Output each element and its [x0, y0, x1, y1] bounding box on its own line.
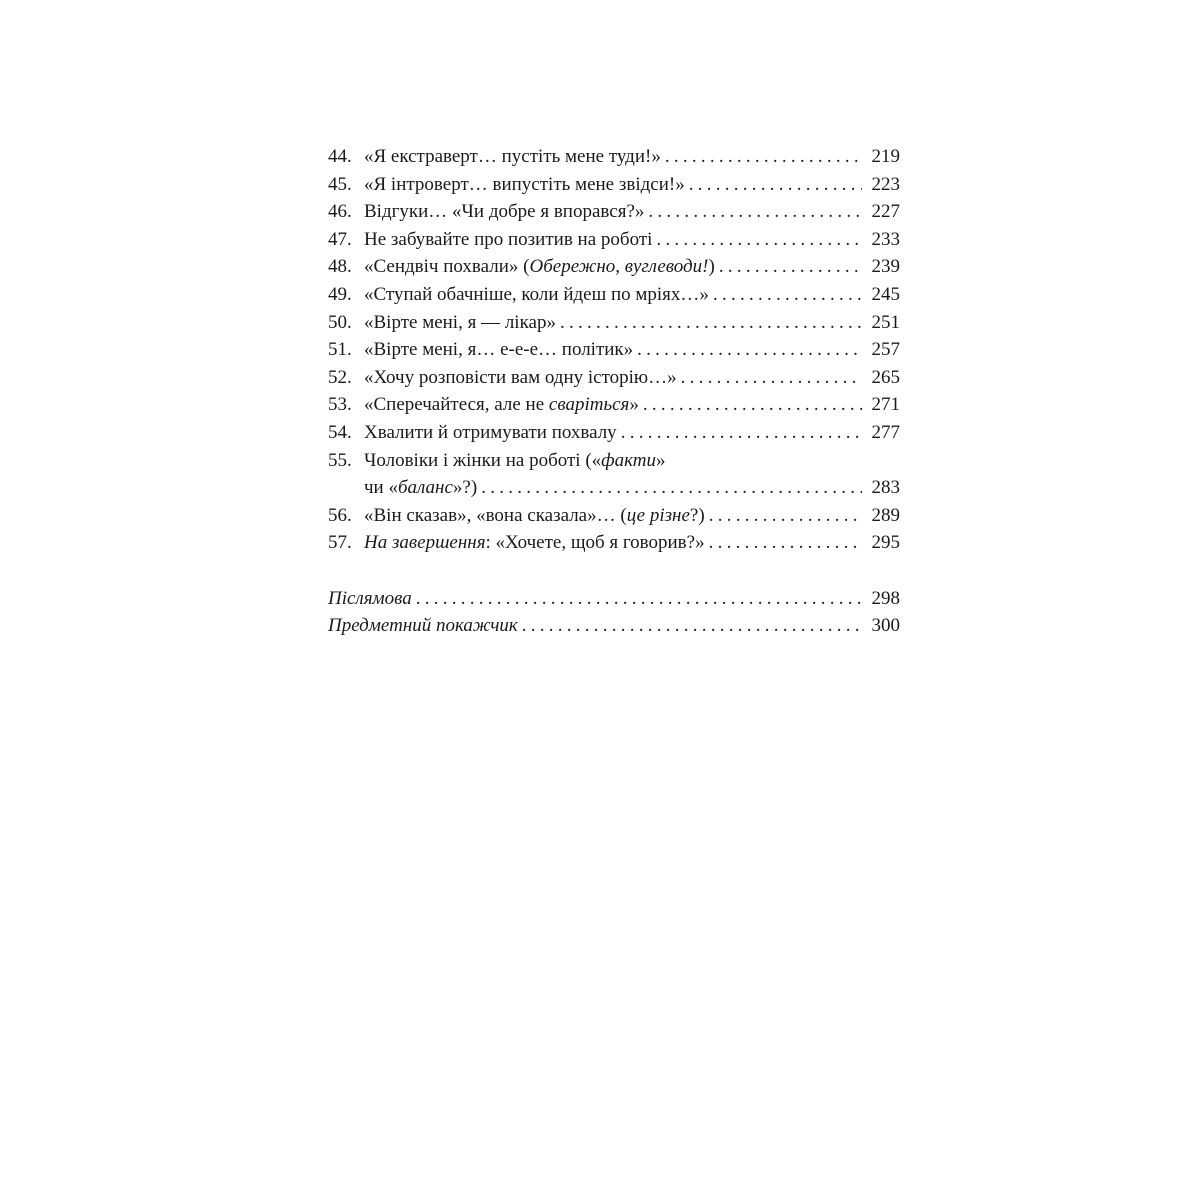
- entry-title-fragment: »: [656, 449, 666, 471]
- dot-leader: [560, 309, 862, 337]
- entry-title-fragment: «Я екстраверт… пустіть мене туди!»: [364, 146, 661, 167]
- page-number: 283: [871, 477, 900, 499]
- chapter-number: 57.: [328, 532, 352, 554]
- page-number: 239: [871, 256, 900, 278]
- chapter-number: 52.: [328, 366, 352, 388]
- chapter-number: 54.: [328, 421, 352, 443]
- chapter-title: [364, 391, 639, 419]
- chapter-title: [364, 529, 705, 557]
- table-of-contents: [328, 143, 900, 640]
- page-number: 223: [871, 173, 900, 195]
- chapter-title: [364, 171, 685, 199]
- entry-title-fragment: чи «: [364, 477, 398, 499]
- entry-title-fragment: Обережно, вуглеводи!: [529, 256, 709, 278]
- page-number: 251: [871, 311, 900, 333]
- dot-leader: [656, 226, 862, 254]
- page-number: 289: [871, 504, 900, 526]
- dot-leader: [713, 281, 862, 309]
- entry-title-fragment: «Ступай обачніше, коли йдеш по мріях…»: [364, 283, 709, 305]
- chapter-title: [364, 198, 644, 226]
- page-number: 298: [871, 587, 900, 609]
- page-number: 277: [871, 421, 900, 443]
- chapter-title: [364, 253, 715, 281]
- page-number: 295: [871, 532, 900, 554]
- backmatter-entry[interactable]: [328, 585, 900, 613]
- chapter-title: [364, 336, 633, 364]
- chapter-number: 44.: [328, 146, 352, 167]
- entry-title-fragment: «Сендвіч похвали» (: [364, 256, 530, 278]
- toc-entry[interactable]: [328, 364, 900, 392]
- toc-entry[interactable]: [328, 281, 900, 309]
- toc-entry-continued[interactable]: [328, 474, 900, 502]
- entry-title-fragment: «Він сказав», «вона сказала»… (: [364, 504, 627, 526]
- entry-title-fragment: це різне: [626, 504, 690, 526]
- entry-title-fragment: «Сперечайтеся, але не: [364, 394, 549, 416]
- chapter-list: [328, 143, 900, 557]
- page-number: 300: [871, 615, 900, 637]
- entry-title-fragment: Хвалити й отримувати похвалу: [364, 421, 617, 443]
- backmatter-title: Післямова: [328, 587, 412, 609]
- toc-entry[interactable]: [328, 143, 900, 171]
- page-number: 257: [871, 339, 900, 361]
- dot-leader: [481, 474, 862, 502]
- dot-leader: [709, 502, 862, 530]
- chapter-number: 55.: [328, 449, 352, 471]
- section-spacer: [328, 557, 900, 585]
- toc-entry[interactable]: [328, 502, 900, 530]
- dot-leader: [522, 612, 862, 640]
- chapter-title: [364, 281, 709, 309]
- chapter-title: [364, 309, 556, 337]
- toc-entry[interactable]: [328, 419, 900, 447]
- entry-title-fragment: На завершення: [364, 532, 486, 554]
- dot-leader: [681, 364, 862, 392]
- entry-title-fragment: «Хочу розповісти вам одну історію…»: [364, 366, 677, 388]
- backmatter-title: Предметний покажчик: [328, 615, 518, 637]
- entry-title-fragment: ): [708, 256, 715, 278]
- dot-leader: [648, 198, 862, 226]
- page-number: 245: [871, 283, 900, 305]
- backmatter-list: [328, 585, 900, 640]
- toc-entry[interactable]: [328, 447, 900, 475]
- entry-title-fragment: ?): [689, 504, 705, 526]
- dot-leader: [643, 391, 862, 419]
- chapter-number: 53.: [328, 394, 352, 416]
- toc-entry[interactable]: [328, 391, 900, 419]
- page-number: 265: [871, 366, 900, 388]
- page-number: 233: [871, 228, 900, 250]
- dot-leader: [637, 336, 862, 364]
- toc-entry[interactable]: [328, 198, 900, 226]
- entry-title-fragment: Чоловіки і жінки на роботі («: [364, 449, 602, 471]
- chapter-number: 49.: [328, 283, 352, 305]
- toc-entry[interactable]: [328, 529, 900, 557]
- dot-leader: [665, 143, 862, 171]
- chapter-title: [364, 502, 705, 530]
- chapter-number: 56.: [328, 504, 352, 526]
- chapter-number: 50.: [328, 311, 352, 333]
- backmatter-entry[interactable]: [328, 612, 900, 640]
- entry-title-fragment: «Вірте мені, я — лікар»: [364, 311, 556, 333]
- entry-title-fragment: Не забувайте про позитив на роботі: [364, 228, 653, 250]
- chapter-title: [364, 226, 652, 254]
- dot-leader: [689, 171, 862, 199]
- chapter-title: [364, 419, 617, 447]
- chapter-number: 46.: [328, 201, 352, 223]
- toc-entry[interactable]: [328, 226, 900, 254]
- chapter-title: [364, 143, 661, 171]
- entry-title-fragment: »?): [452, 477, 478, 499]
- chapter-title: [364, 364, 677, 392]
- chapter-number: 47.: [328, 228, 352, 250]
- entry-title-fragment: Відгуки… «Чи добре я впорався?»: [364, 201, 645, 223]
- entry-title-fragment: «Вірте мені, я… е-е-е… політик»: [364, 339, 634, 361]
- dot-leader: [621, 419, 862, 447]
- entry-title-fragment: : «Хочете, щоб я говорив?»: [485, 532, 705, 554]
- chapter-number: 45.: [328, 173, 352, 195]
- dot-leader: [719, 253, 862, 281]
- page-number: 227: [871, 201, 900, 223]
- chapter-title: [364, 447, 666, 475]
- entry-title-fragment: сваріться: [548, 394, 630, 416]
- page-number: 271: [871, 394, 900, 416]
- entry-title-fragment: »: [629, 394, 639, 416]
- toc-entry[interactable]: [328, 336, 900, 364]
- chapter-number: 51.: [328, 339, 352, 361]
- chapter-number: 48.: [328, 256, 352, 278]
- chapter-title-continued: [364, 474, 477, 502]
- toc-entry[interactable]: [328, 309, 900, 337]
- dot-leader: [709, 529, 862, 557]
- entry-title-fragment: «Я інтроверт… випустіть мене звідси!»: [364, 173, 685, 195]
- toc-entry[interactable]: [328, 253, 900, 281]
- page-number: 219: [871, 146, 900, 167]
- entry-title-fragment: баланс: [397, 477, 453, 499]
- dot-leader: [416, 585, 862, 613]
- toc-entry[interactable]: [328, 171, 900, 199]
- entry-title-fragment: факти: [601, 449, 657, 471]
